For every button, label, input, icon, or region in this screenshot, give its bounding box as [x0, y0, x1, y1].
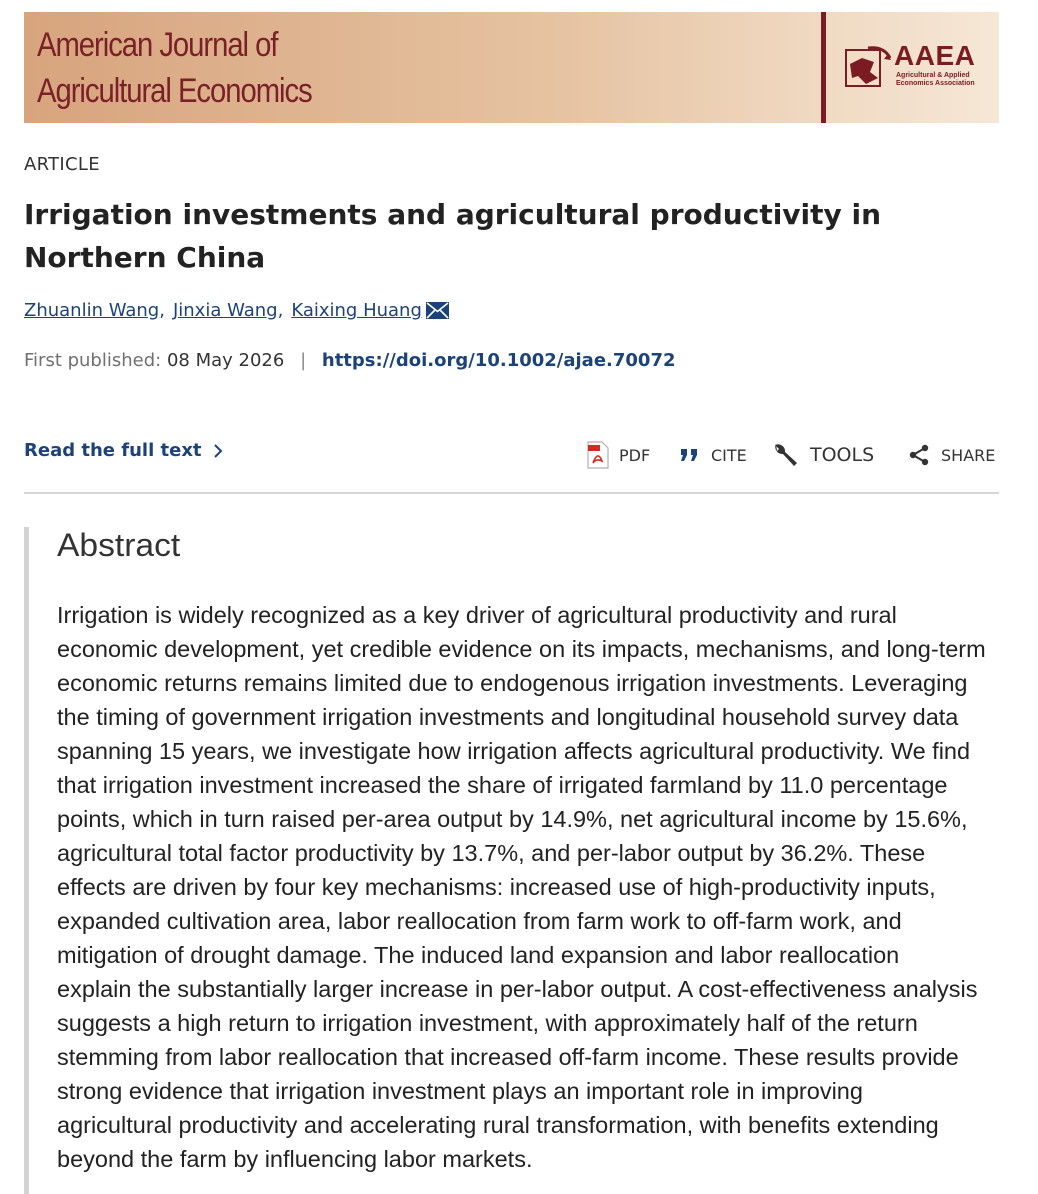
section-divider [24, 492, 999, 494]
quote-icon [679, 447, 701, 463]
abstract-line: that irrigation investment increased the share of irrigated farmland by 11.0 percentage [57, 772, 948, 798]
abstract-line: strong evidence that irrigation investment plays an important role in improving [57, 1078, 863, 1104]
envelope-icon[interactable] [426, 302, 449, 319]
abstract-line: beyond the farm by influencing labor markets. [57, 1146, 533, 1172]
author-link-1[interactable]: Zhuanlin Wang [24, 300, 160, 321]
tools-button[interactable] [772, 438, 874, 472]
abstract-section [24, 527, 999, 1194]
author-separator: , [277, 300, 284, 321]
pdf-file-icon [587, 441, 609, 469]
wrench-icon [772, 441, 800, 469]
publisher-logo[interactable] [844, 42, 984, 98]
author-list [24, 300, 449, 321]
abstract-heading: Abstract [57, 527, 181, 563]
abstract-line: economic development, yet credible evidence on its impacts, mechanisms, and long-term [57, 636, 986, 662]
abstract-line: the timing of government irrigation investments and longitudinal household survey data [57, 704, 959, 730]
publisher-logo-subtitle [896, 72, 975, 88]
publication-info [24, 350, 676, 371]
tools-label: TOOLS [810, 444, 875, 466]
abstract-line: explain the substantially larger increase in per-labor output. A cost-effectiveness analysis [57, 976, 978, 1002]
share-label: SHARE [941, 445, 996, 465]
abstract-line: economic returns remains limited due to endogenous irrigation investments. Leveraging [57, 670, 968, 696]
abstract-line: Irrigation is widely recognized as a key driver of agricultural productivity and rural [57, 602, 897, 628]
abstract-line: agricultural total factor productivity by 13.7%, and per-labor output by 36.2%. These [57, 840, 926, 866]
globe-logo-icon [844, 44, 892, 90]
share-button[interactable] [907, 438, 995, 472]
journal-banner[interactable] [24, 12, 999, 123]
abstract-text [57, 598, 1002, 1176]
abstract-line: suggests a high return to irrigation investment, with approximately half of the return [57, 1010, 918, 1036]
publisher-logo-text: AAEA [894, 40, 976, 71]
published-date: 08 May 2026 [166, 350, 285, 371]
abstract-line: mitigation of drought damage. The induced land expansion and labor reallocation [57, 942, 900, 968]
journal-title-line-1: American Journal of [37, 26, 278, 64]
article-title: Irrigation investments and agricultural productivity in Northern China [24, 198, 882, 274]
author-link-3[interactable]: Kaixing Huang [291, 300, 422, 321]
author-separator: , [159, 300, 165, 321]
abstract-line: effects are driven by four key mechanisms: increased use of high-productivity inputs, [57, 874, 936, 900]
doi-link[interactable]: https://doi.org/10.1002/ajae.70072 [321, 350, 676, 371]
cite-label: CITE [711, 445, 747, 465]
abstract-line: points, which in turn raised per-area output by 14.9%, net agricultural income by 15.6%, [57, 806, 968, 832]
journal-title-line-2: Agricultural Economics [37, 72, 312, 110]
publisher-sub-line-2: Economics Association [896, 80, 975, 87]
share-icon [907, 443, 931, 467]
publisher-sub-line-1: Agricultural & Applied [896, 72, 970, 79]
cite-button[interactable] [679, 438, 747, 472]
pdf-button[interactable] [587, 438, 650, 472]
published-label: First published: [24, 350, 162, 371]
banner-divider [821, 12, 826, 123]
article-type-label: ARTICLE [24, 154, 100, 175]
author-link-2[interactable]: Jinxia Wang [172, 300, 278, 321]
journal-title[interactable] [37, 22, 398, 114]
abstract-line: stemming from labor reallocation that increased off-farm income. These results provide [57, 1044, 959, 1070]
read-full-text-label: Read the full text [24, 440, 202, 461]
abstract-line: expanded cultivation area, labor reallocation from farm work to off-farm work, and [57, 908, 902, 934]
pdf-label: PDF [619, 445, 651, 465]
abstract-line: spanning 15 years, we investigate how irrigation affects agricultural productivity. We find [57, 738, 971, 764]
abstract-line: agricultural productivity and accelerating rural transformation, with benefits extending [57, 1112, 939, 1138]
article-toolbar [0, 438, 1038, 472]
info-separator: | [300, 350, 307, 371]
